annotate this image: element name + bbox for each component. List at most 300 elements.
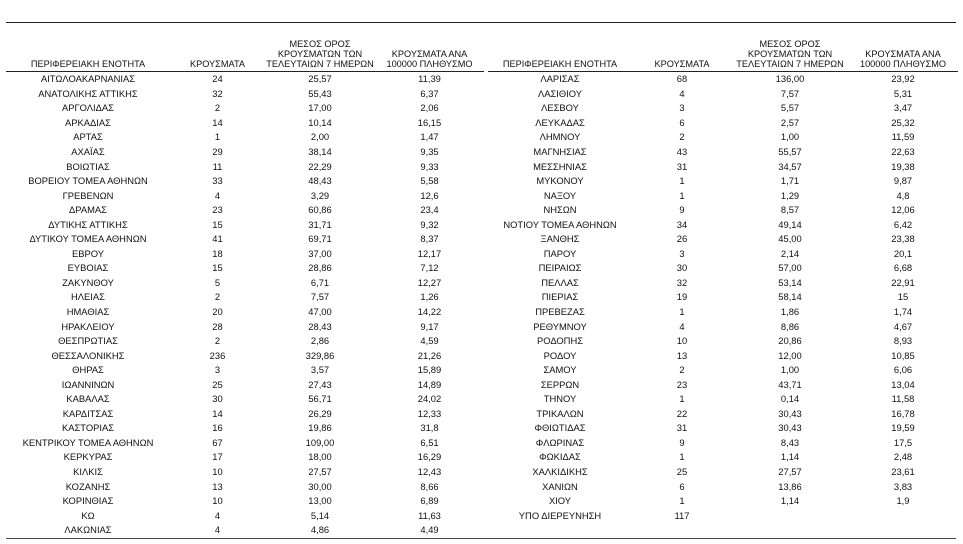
table-row bbox=[6, 217, 484, 232]
table-row bbox=[6, 334, 484, 349]
avg7-cell: 49,14 bbox=[778, 218, 802, 230]
avg7-cell: 27,57 bbox=[308, 466, 332, 478]
per100k-cell: 6,42 bbox=[893, 218, 913, 230]
table-row bbox=[6, 130, 484, 145]
per100k-cell: 17,5 bbox=[893, 436, 913, 448]
region-cell: ΔΥΤΙΚΟΥ ΤΟΜΕΑ ΑΘΗΝΩΝ bbox=[29, 233, 147, 245]
avg7-cell: 8,43 bbox=[780, 436, 800, 448]
cases-cell: 1 bbox=[679, 189, 685, 201]
table-row bbox=[6, 436, 484, 451]
per100k-cell: 12,17 bbox=[417, 247, 442, 259]
table-row bbox=[488, 116, 958, 131]
table-row bbox=[6, 508, 484, 523]
cases-cell: 32 bbox=[212, 87, 223, 99]
table-row bbox=[6, 421, 484, 436]
cases-cell: 67 bbox=[212, 436, 223, 448]
region-cell: ΗΡΑΚΛΕΙΟΥ bbox=[61, 320, 115, 332]
table-row bbox=[6, 87, 484, 102]
avg7-cell: 19,86 bbox=[308, 422, 332, 434]
cases-cell: 33 bbox=[212, 175, 223, 187]
cases-cell: 4 bbox=[214, 524, 221, 536]
cases-cell: 3 bbox=[679, 247, 685, 259]
region-cell: ΜΕΣΣΗΝΙΑΣ bbox=[533, 160, 587, 172]
cases-cell: 30 bbox=[212, 393, 223, 405]
avg7-cell: 56,71 bbox=[308, 393, 332, 405]
table-row bbox=[488, 479, 958, 494]
avg7-cell: 4,86 bbox=[310, 524, 330, 536]
region-cell: ΠΙΕΡΙΑΣ bbox=[541, 291, 579, 303]
cases-cell: 1 bbox=[679, 451, 685, 463]
per100k-cell: 12,06 bbox=[891, 204, 915, 216]
table-row bbox=[6, 72, 484, 87]
avg7-cell bbox=[732, 508, 848, 523]
table-row bbox=[488, 247, 958, 262]
avg7-cell: 30,43 bbox=[778, 407, 802, 419]
per100k-cell bbox=[848, 508, 958, 523]
region-cell: ΛΑΚΩΝΙΑΣ bbox=[64, 524, 112, 536]
cases-cell: 2 bbox=[214, 291, 221, 303]
per100k-cell: 23,4 bbox=[420, 204, 439, 216]
cases-cell: 13 bbox=[676, 349, 688, 361]
avg7-cell: 1,29 bbox=[780, 189, 800, 201]
table-row bbox=[6, 479, 484, 494]
per100k-cell: 5,58 bbox=[420, 175, 439, 187]
cases-cell: 1 bbox=[679, 175, 685, 187]
per100k-cell: 31,8 bbox=[420, 422, 439, 434]
per100k-cell: 12,43 bbox=[417, 466, 442, 478]
table-row bbox=[488, 377, 958, 392]
region-cell: ΗΛΕΙΑΣ bbox=[71, 291, 105, 303]
avg7-cell: 1,00 bbox=[780, 131, 800, 143]
table-row bbox=[488, 407, 958, 422]
table-row bbox=[6, 116, 484, 131]
cases-cell: 68 bbox=[676, 73, 688, 85]
cases-cell: 14 bbox=[212, 407, 223, 419]
region-cell: ΤΡΙΚΑΛΩΝ bbox=[536, 407, 584, 419]
region-cell: ΑΙΤΩΛΟΑΚΑΡΝΑΝΙΑΣ bbox=[40, 73, 136, 85]
cases-cell: 17 bbox=[212, 451, 223, 463]
avg7-cell: 20,86 bbox=[778, 335, 802, 347]
cases-cell: 22 bbox=[676, 407, 688, 419]
cases-cell: 2 bbox=[214, 335, 221, 347]
cases-cell: 9 bbox=[679, 204, 685, 216]
cases-cell: 20 bbox=[212, 306, 223, 318]
region-cell: ΜΥΚΟΝΟΥ bbox=[536, 175, 584, 187]
cases-cell: 4 bbox=[214, 509, 221, 521]
region-cell: ΝΑΞΟΥ bbox=[543, 189, 577, 201]
per100k-cell: 6,37 bbox=[420, 87, 439, 99]
table-row bbox=[6, 247, 484, 262]
per100k-cell: 16,29 bbox=[417, 451, 442, 463]
avg7-cell: 53,14 bbox=[778, 276, 802, 288]
region-cell: ΧΙΟΥ bbox=[548, 495, 572, 507]
region-cell: ΡΟΔΟΠΗΣ bbox=[536, 335, 584, 347]
region-header: ΠΕΡΙΦΕΡΕΙΑΚΗ ΕΝΟΤΗΤΑ bbox=[488, 36, 632, 72]
per100k-cell: 11,39 bbox=[418, 73, 441, 85]
avg7-cell: 13,86 bbox=[778, 480, 802, 492]
table-row bbox=[488, 159, 958, 174]
per100k-cell: 20,1 bbox=[893, 247, 913, 259]
region-cell: ΚΑΒΑΛΑΣ bbox=[66, 393, 110, 405]
cases-cell: 26 bbox=[676, 233, 688, 245]
per100k-cell: 16,15 bbox=[417, 116, 442, 128]
table-row bbox=[6, 407, 484, 422]
region-cell: ΠΕΛΛΑΣ bbox=[541, 276, 579, 288]
avg7-cell: 10,14 bbox=[308, 116, 332, 128]
avg7-cell: 109,00 bbox=[305, 436, 335, 448]
table-row bbox=[488, 188, 958, 203]
avg7-cell: 30,43 bbox=[778, 422, 802, 434]
region-cell: ΚΙΛΚΙΣ bbox=[73, 466, 103, 478]
per100k-cell: 8,66 bbox=[420, 480, 439, 492]
table-row bbox=[6, 145, 484, 160]
per100k-cell: 13,04 bbox=[891, 378, 915, 390]
avg7-cell: 38,14 bbox=[308, 146, 332, 157]
region-cell: ΛΕΣΒΟΥ bbox=[541, 102, 579, 114]
per100k-cell: 4,59 bbox=[420, 335, 439, 347]
avg7-header: ΜΕΣΟΣ ΟΡΟΣ ΚΡΟΥΣΜΑΤΩΝ ΤΩΝ ΤΕΛΕΥΤΑΙΩΝ 7 ΗΜΕΡΩΝ bbox=[732, 36, 848, 72]
region-cell: ΒΟΡΕΙΟΥ ΤΟΜΕΑ ΑΘΗΝΩΝ bbox=[28, 175, 148, 187]
region-cell: ΚΑΣΤΟΡΙΑΣ bbox=[61, 422, 115, 434]
avg7-cell: 7,57 bbox=[310, 291, 330, 303]
avg7-cell: 3,57 bbox=[310, 364, 330, 376]
table-row bbox=[488, 72, 958, 87]
cases-cell: 10 bbox=[212, 495, 223, 507]
per100k-cell: 6,89 bbox=[420, 495, 439, 507]
avg7-cell: 5,14 bbox=[310, 509, 330, 521]
cases-cell: 236 bbox=[209, 349, 226, 361]
table-row bbox=[488, 305, 958, 320]
region-cell: ΚΑΡΔΙΤΣΑΣ bbox=[62, 407, 114, 419]
region-cell: ΚΩ bbox=[81, 509, 95, 521]
region-cell: ΛΗΜΝΟΥ bbox=[539, 131, 581, 143]
region-cell: ΔΥΤΙΚΗΣ ΑΤΤΙΚΗΣ bbox=[48, 218, 128, 230]
cases-cell: 2 bbox=[214, 102, 221, 114]
cases-cell: 2 bbox=[679, 131, 685, 143]
region-cell: ΖΑΚΥΝΘΟΥ bbox=[62, 276, 114, 288]
avg7-cell: 8,57 bbox=[780, 204, 800, 216]
region-cell: ΝΗΣΩΝ bbox=[543, 204, 577, 216]
region-cell: ΚΕΡΚΥΡΑΣ bbox=[63, 451, 113, 463]
region-cell: ΚΟΡΙΝΘΙΑΣ bbox=[62, 495, 114, 507]
region-cell: ΠΑΡΟΥ bbox=[543, 247, 577, 259]
region-cell: ΜΑΓΝΗΣΙΑΣ bbox=[533, 146, 587, 157]
region-cell: ΧΑΛΚΙΔΙΚΗΣ bbox=[532, 466, 588, 478]
per100k-cell: 9,17 bbox=[420, 320, 439, 332]
region-header: ΠΕΡΙΦΕΡΕΙΑΚΗ ΕΝΟΤΗΤΑ bbox=[6, 36, 170, 72]
avg7-cell: 2,86 bbox=[310, 335, 330, 347]
per100k-cell: 8,93 bbox=[893, 335, 913, 347]
region-cell: ΠΡΕΒΕΖΑΣ bbox=[535, 306, 585, 318]
cases-cell: 16 bbox=[212, 422, 223, 434]
region-cell: ΡΟΔΟΥ bbox=[543, 349, 577, 361]
table-row bbox=[6, 348, 484, 363]
cases-cell: 117 bbox=[674, 509, 690, 521]
per100k-cell: 9,32 bbox=[420, 218, 439, 230]
cases-header: ΚΡΟΥΣΜΑΤΑ bbox=[632, 36, 732, 72]
right-table bbox=[488, 36, 958, 523]
region-cell: ΛΑΡΙΣΑΣ bbox=[540, 73, 580, 85]
table-row bbox=[6, 392, 484, 407]
per100k-cell: 1,74 bbox=[893, 306, 913, 318]
table-row bbox=[6, 261, 484, 276]
avg7-cell: 22,29 bbox=[308, 160, 332, 172]
region-cell: ΑΝΑΤΟΛΙΚΗΣ ΑΤΤΙΚΗΣ bbox=[38, 87, 138, 99]
table-row bbox=[6, 101, 484, 116]
region-cell: ΑΡΤΑΣ bbox=[73, 131, 103, 143]
cases-cell: 2 bbox=[679, 364, 685, 376]
per100k-cell: 25,32 bbox=[891, 116, 915, 128]
region-cell: ΝΟΤΙΟΥ ΤΟΜΕΑ ΑΘΗΝΩΝ bbox=[503, 218, 617, 230]
table-row bbox=[6, 188, 484, 203]
cases-cell: 1 bbox=[214, 131, 221, 143]
avg7-cell: 329,86 bbox=[305, 349, 335, 361]
header-row bbox=[6, 36, 484, 72]
per100k-header: ΚΡΟΥΣΜΑΤΑ ΑΝΑ 100000 ΠΛΗΘΥΣΜΟ bbox=[848, 36, 958, 72]
per100k-cell: 19,38 bbox=[891, 160, 915, 172]
bottom-rule bbox=[6, 538, 956, 539]
region-cell: ΛΕΥΚΑΔΑΣ bbox=[535, 116, 585, 128]
per100k-cell: 15,89 bbox=[417, 364, 442, 376]
cases-cell: 18 bbox=[212, 247, 223, 259]
table-row bbox=[488, 203, 958, 218]
region-cell: ΑΡΓΟΛΙΔΑΣ bbox=[62, 102, 114, 114]
avg7-cell: 48,43 bbox=[308, 175, 332, 187]
per100k-cell: 7,12 bbox=[420, 262, 439, 274]
per100k-cell: 11,58 bbox=[891, 393, 915, 405]
avg7-cell: 7,57 bbox=[780, 87, 800, 99]
per100k-cell: 5,31 bbox=[893, 87, 913, 99]
cases-cell: 4 bbox=[679, 320, 685, 332]
avg7-cell: 2,14 bbox=[780, 247, 800, 259]
avg7-cell: 58,14 bbox=[778, 291, 802, 303]
avg7-cell: 60,86 bbox=[308, 204, 332, 216]
avg7-cell: 5,57 bbox=[780, 102, 800, 114]
avg7-cell: 1,71 bbox=[780, 175, 800, 187]
table-row bbox=[488, 436, 958, 451]
table-row bbox=[6, 363, 484, 378]
table-row bbox=[488, 276, 958, 291]
avg7-cell: 55,43 bbox=[308, 87, 332, 99]
per100k-cell: 10,85 bbox=[891, 349, 915, 361]
table-row bbox=[488, 465, 958, 480]
cases-cell: 32 bbox=[676, 276, 688, 288]
avg7-cell: 30,00 bbox=[308, 480, 332, 492]
per100k-cell: 24,02 bbox=[417, 393, 442, 405]
avg7-cell: 1,14 bbox=[780, 495, 800, 507]
cases-cell: 3 bbox=[679, 102, 685, 114]
cases-header: ΚΡΟΥΣΜΑΤΑ bbox=[170, 36, 265, 72]
cases-cell: 34 bbox=[676, 218, 688, 230]
per100k-cell: 2,48 bbox=[893, 451, 913, 463]
region-cell: ΑΧΑΪΑΣ bbox=[71, 146, 105, 157]
table-row bbox=[6, 319, 484, 334]
avg7-cell: 69,71 bbox=[308, 233, 332, 245]
left-table-body bbox=[6, 72, 484, 538]
cases-cell: 23 bbox=[212, 204, 223, 216]
avg7-header: ΜΕΣΟΣ ΟΡΟΣ ΚΡΟΥΣΜΑΤΩΝ ΤΩΝ ΤΕΛΕΥΤΑΙΩΝ 7 ΗΜΕΡΩΝ bbox=[265, 36, 375, 72]
table-row bbox=[488, 130, 958, 145]
avg7-cell: 6,71 bbox=[310, 276, 330, 288]
per100k-cell: 12,27 bbox=[417, 276, 442, 288]
avg7-cell: 25,57 bbox=[308, 73, 332, 85]
cases-cell: 23 bbox=[676, 378, 688, 390]
avg7-cell: 2,00 bbox=[310, 131, 330, 143]
per100k-cell: 21,26 bbox=[417, 349, 442, 361]
cases-cell: 5 bbox=[214, 276, 221, 288]
avg7-cell: 28,86 bbox=[308, 262, 332, 274]
table-row bbox=[488, 334, 958, 349]
per100k-cell: 6,51 bbox=[420, 436, 439, 448]
cases-cell: 19 bbox=[676, 291, 688, 303]
region-cell: ΦΛΩΡΙΝΑΣ bbox=[535, 436, 585, 448]
cases-cell: 31 bbox=[676, 422, 688, 434]
region-cell: ΚΟΖΑΝΗΣ bbox=[65, 480, 111, 492]
avg7-cell: 26,29 bbox=[308, 407, 332, 419]
per100k-cell: 1,9 bbox=[896, 495, 910, 507]
region-cell: ΣΑΜΟΥ bbox=[543, 364, 577, 376]
cases-cell: 24 bbox=[212, 73, 223, 85]
cases-cell: 15 bbox=[212, 262, 223, 274]
cases-cell: 15 bbox=[212, 218, 223, 230]
avg7-cell: 55,57 bbox=[778, 146, 802, 157]
avg7-cell: 17,00 bbox=[308, 102, 332, 114]
table-row bbox=[488, 174, 958, 189]
table-row bbox=[488, 319, 958, 334]
per100k-cell: 2,06 bbox=[420, 102, 439, 114]
avg7-cell: 57,00 bbox=[778, 262, 802, 274]
avg7-cell: 0,14 bbox=[780, 393, 800, 405]
per100k-cell: 9,87 bbox=[893, 175, 913, 187]
avg7-cell: 2,57 bbox=[780, 116, 800, 128]
cases-cell: 1 bbox=[679, 393, 685, 405]
table-row bbox=[488, 261, 958, 276]
per100k-cell: 16,78 bbox=[891, 407, 915, 419]
per100k-cell: 6,06 bbox=[893, 364, 913, 376]
table-row bbox=[488, 348, 958, 363]
table-row bbox=[488, 421, 958, 436]
region-cell: ΥΠΟ ΔΙΕΡΕΥΝΗΣΗ bbox=[518, 509, 602, 521]
region-cell: ΦΩΚΙΔΑΣ bbox=[539, 451, 581, 463]
region-cell: ΘΕΣΣΑΛΟΝΙΚΗΣ bbox=[51, 349, 125, 361]
avg7-cell: 1,86 bbox=[780, 306, 800, 318]
region-cell: ΦΘΙΩΤΙΔΑΣ bbox=[534, 422, 586, 434]
avg7-cell: 27,43 bbox=[308, 378, 332, 390]
region-cell: ΘΕΣΠΡΩΤΙΑΣ bbox=[58, 335, 118, 347]
region-cell: ΓΡΕΒΕΝΩΝ bbox=[62, 189, 114, 201]
per100k-cell: 11,59 bbox=[891, 131, 915, 143]
table-row bbox=[488, 217, 958, 232]
cases-cell: 10 bbox=[212, 466, 223, 478]
cases-cell: 4 bbox=[214, 189, 221, 201]
region-cell: ΚΕΝΤΡΙΚΟΥ ΤΟΜΕΑ ΑΘΗΝΩΝ bbox=[22, 436, 154, 448]
table-row bbox=[488, 232, 958, 247]
per100k-cell: 12,6 bbox=[420, 189, 439, 201]
table-row bbox=[488, 450, 958, 465]
cases-cell: 10 bbox=[676, 335, 688, 347]
avg7-cell: 13,00 bbox=[308, 495, 332, 507]
per100k-cell: 22,63 bbox=[891, 146, 915, 157]
per100k-cell: 9,35 bbox=[420, 146, 439, 157]
region-cell: ΔΡΑΜΑΣ bbox=[69, 204, 107, 216]
region-cell: ΧΑΝΙΩΝ bbox=[542, 480, 578, 492]
region-cell: ΕΥΒΟΙΑΣ bbox=[67, 262, 109, 274]
per100k-cell: 22,91 bbox=[891, 276, 915, 288]
cases-cell: 29 bbox=[212, 146, 223, 157]
table-row bbox=[6, 203, 484, 218]
table-row bbox=[6, 465, 484, 480]
cases-cell: 6 bbox=[679, 116, 685, 128]
per100k-cell: 23,61 bbox=[891, 466, 915, 478]
table-row bbox=[488, 101, 958, 116]
per100k-cell: 1,47 bbox=[420, 131, 439, 143]
per100k-cell: 19,59 bbox=[891, 422, 915, 434]
cases-cell: 41 bbox=[212, 233, 223, 245]
cases-cell: 30 bbox=[676, 262, 688, 274]
region-cell: ΒΟΙΩΤΙΑΣ bbox=[66, 160, 110, 172]
avg7-cell: 136,00 bbox=[775, 73, 805, 85]
table-row bbox=[488, 290, 958, 305]
per100k-cell: 6,68 bbox=[893, 262, 913, 274]
avg7-cell: 31,71 bbox=[308, 218, 332, 230]
avg7-cell: 43,71 bbox=[778, 378, 802, 390]
cases-cell: 6 bbox=[679, 480, 685, 492]
avg7-cell: 47,00 bbox=[308, 306, 332, 318]
cases-cell: 31 bbox=[676, 160, 688, 172]
avg7-cell: 45,00 bbox=[778, 233, 802, 245]
cases-cell: 28 bbox=[212, 320, 223, 332]
region-cell: ΑΡΚΑΔΙΑΣ bbox=[65, 116, 111, 128]
cases-cell: 4 bbox=[679, 87, 685, 99]
table-row bbox=[488, 87, 958, 102]
avg7-cell: 1,00 bbox=[780, 364, 800, 376]
table-row bbox=[488, 363, 958, 378]
region-cell: ΠΕΙΡΑΙΩΣ bbox=[538, 262, 582, 274]
avg7-cell: 27,57 bbox=[778, 466, 802, 478]
cases-cell: 1 bbox=[679, 306, 685, 318]
cases-cell: 11 bbox=[212, 160, 223, 172]
avg7-cell: 1,14 bbox=[780, 451, 800, 463]
avg7-cell: 3,29 bbox=[310, 189, 330, 201]
per100k-cell: 4,49 bbox=[420, 524, 439, 536]
table-row bbox=[6, 377, 484, 392]
table-row bbox=[6, 494, 484, 509]
table-row bbox=[488, 392, 958, 407]
avg7-cell: 18,00 bbox=[308, 451, 332, 463]
avg7-cell: 28,43 bbox=[308, 320, 332, 332]
region-cell: ΗΜΑΘΙΑΣ bbox=[66, 306, 110, 318]
region-cell: ΡΕΘΥΜΝΟΥ bbox=[533, 320, 587, 332]
table-row bbox=[488, 145, 958, 160]
cases-cell: 14 bbox=[212, 116, 223, 128]
region-cell: ΙΩΑΝΝΙΝΩΝ bbox=[61, 378, 115, 390]
table-row bbox=[6, 276, 484, 291]
table-row bbox=[6, 159, 484, 174]
avg7-cell: 34,57 bbox=[778, 160, 802, 172]
table-row bbox=[488, 508, 958, 523]
per100k-cell: 1,26 bbox=[420, 291, 439, 303]
per100k-cell: 8,37 bbox=[420, 233, 439, 245]
table-row bbox=[6, 290, 484, 305]
per100k-cell: 12,33 bbox=[417, 407, 442, 419]
cases-cell: 25 bbox=[676, 466, 688, 478]
table-row bbox=[6, 450, 484, 465]
cases-cell: 25 bbox=[212, 378, 223, 390]
region-cell: ΣΕΡΡΩΝ bbox=[540, 378, 580, 390]
left-table bbox=[6, 36, 484, 538]
top-rule bbox=[6, 22, 956, 23]
cases-cell: 3 bbox=[214, 364, 221, 376]
